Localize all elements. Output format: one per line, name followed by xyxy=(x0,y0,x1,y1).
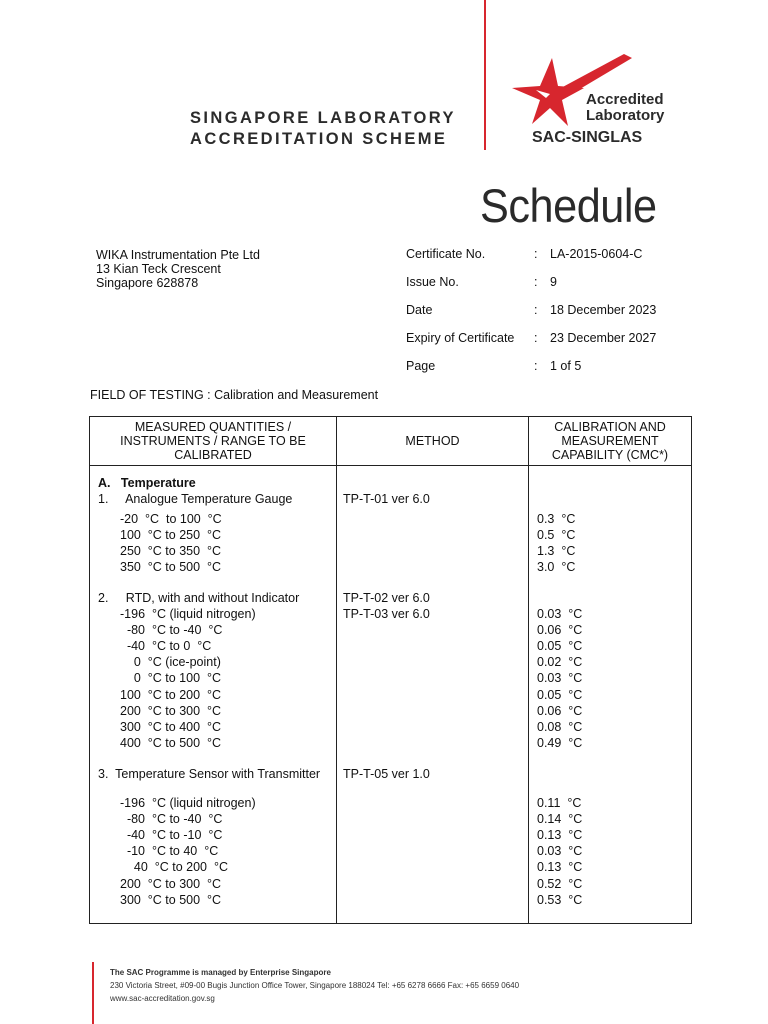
field-of-testing: FIELD OF TESTING : Calibration and Measurement xyxy=(90,388,379,402)
cmc-cell: 0.49 °C xyxy=(537,735,583,750)
cmc-cell: 0.03 °C xyxy=(537,844,583,859)
cmc-cell: 0.06 °C xyxy=(537,623,583,638)
footer-website: www.sac-accreditation.gov.sg xyxy=(110,994,215,1003)
company-name: WIKA Instrumentation Pte Ltd xyxy=(96,248,260,262)
certificate-label: Issue No. xyxy=(406,275,459,289)
range-cell: 350 °C to 500 °C xyxy=(120,560,222,575)
address-street: 13 Kian Teck Crescent xyxy=(96,262,221,276)
footer-divider xyxy=(92,962,94,1024)
cmc-cell: 0.05 °C xyxy=(537,687,583,702)
certificate-label: Page xyxy=(406,359,436,373)
cmc-cell: 0.14 °C xyxy=(537,812,583,827)
group-title: 1. Analogue Temperature Gauge xyxy=(98,492,293,506)
header-row-divider xyxy=(90,465,691,466)
footer-line1: The SAC Programme is managed by Enterprise Singapore xyxy=(110,968,331,977)
logo-line2: Laboratory xyxy=(586,107,665,124)
range-cell: 0 °C to 100 °C xyxy=(120,671,222,686)
range-cell: -10 °C to 40 °C xyxy=(120,844,219,859)
cmc-cell: 0.05 °C xyxy=(537,639,583,654)
scheme-title-line2: ACCREDITATION SCHEME xyxy=(190,130,448,148)
address-city: Singapore 628878 xyxy=(96,276,199,290)
certificate-colon: : xyxy=(534,247,538,261)
cmc-cell: 0.02 °C xyxy=(537,655,583,670)
range-cell: 0 °C (ice-point) xyxy=(120,655,221,670)
group-title: 3. Temperature Sensor with Transmitter xyxy=(98,767,321,781)
cmc-cell: 0.13 °C xyxy=(537,860,583,875)
range-cell: 400 °C to 500 °C xyxy=(120,735,222,750)
certificate-value: 9 xyxy=(550,275,557,289)
certificate-value: 1 of 5 xyxy=(550,359,582,373)
cmc-cell: 0.03 °C xyxy=(537,607,583,621)
range-cell: 200 °C to 300 °C xyxy=(120,876,222,891)
cmc-cell: 3.0 °C xyxy=(537,560,576,575)
certificate-value: LA-2015-0604-C xyxy=(550,247,643,261)
header-divider xyxy=(484,0,486,150)
certificate-colon: : xyxy=(534,359,538,373)
certificate-value: 23 December 2027 xyxy=(550,331,657,345)
method-value: TP-T-05 ver 1.0 xyxy=(343,767,430,781)
method-value: TP-T-01 ver 6.0 xyxy=(343,492,430,506)
footer-address: 230 Victoria Street, #09-00 Bugis Junction Office Tower, Singapore 188024 Tel: +65 6278 6666 Fax: +65 6659 0640 xyxy=(110,981,520,990)
schedule-table xyxy=(89,416,692,924)
cmc-cell: 0.52 °C xyxy=(537,876,583,891)
range-cell: -80 °C to -40 °C xyxy=(120,812,223,827)
method-value: TP-T-02 ver 6.0 xyxy=(343,591,430,605)
cmc-cell: 0.3 °C xyxy=(537,512,576,526)
cmc-cell: 0.03 °C xyxy=(537,671,583,686)
range-cell: -196 °C (liquid nitrogen) xyxy=(120,796,256,810)
certificate-colon: : xyxy=(534,303,538,317)
certificate-label: Certificate No. xyxy=(406,247,486,261)
method-value: TP-T-03 ver 6.0 xyxy=(343,607,430,622)
column-header-quantities: MEASURED QUANTITIES / INSTRUMENTS / RANGE TO BE CALIBRATED xyxy=(120,420,306,462)
range-cell: 300 °C to 500 °C xyxy=(120,892,222,907)
address-block xyxy=(96,248,260,290)
sac-singlas-logo xyxy=(506,50,686,150)
section-title: A. Temperature xyxy=(98,476,196,490)
certificate-colon: : xyxy=(534,331,538,345)
scheme-title-line1: SINGAPORE LABORATORY xyxy=(190,109,456,127)
cmc-cell: 0.53 °C xyxy=(537,892,583,907)
page-title: Schedule xyxy=(480,179,657,232)
range-cell: 100 °C to 250 °C xyxy=(120,528,222,543)
certificate-label: Expiry of Certificate xyxy=(406,331,515,345)
range-cell: 100 °C to 200 °C xyxy=(120,687,222,702)
range-cell: 250 °C to 350 °C xyxy=(120,544,222,559)
range-cell: 40 °C to 200 °C xyxy=(120,860,228,875)
logo-line1: Accredited xyxy=(586,91,664,108)
column-divider xyxy=(528,417,529,923)
certificate-value: 18 December 2023 xyxy=(550,303,657,317)
range-cell: -40 °C to 0 °C xyxy=(120,639,212,654)
group-title: 2. RTD, with and without Indicator xyxy=(98,591,300,605)
logo-line3: SAC-SINGLAS xyxy=(532,129,643,146)
cmc-cell: 0.11 °C xyxy=(537,796,582,810)
certificate-colon: : xyxy=(534,275,538,289)
range-cell: -196 °C (liquid nitrogen) xyxy=(120,607,256,621)
cmc-cell: 1.3 °C xyxy=(537,544,576,559)
cmc-cell: 0.08 °C xyxy=(537,719,583,734)
column-header-method: METHOD xyxy=(405,434,460,448)
range-cell: 300 °C to 400 °C xyxy=(120,719,222,734)
cmc-cell: 0.13 °C xyxy=(537,828,583,843)
range-cell: -40 °C to -10 °C xyxy=(120,828,223,843)
range-cell: 200 °C to 300 °C xyxy=(120,703,222,718)
footer xyxy=(110,966,519,1005)
range-cell: -20 °C to 100 °C xyxy=(120,512,222,526)
range-cell: -80 °C to -40 °C xyxy=(120,623,223,638)
column-header-cmc: CALIBRATION AND MEASUREMENT CAPABILITY (CMC*) xyxy=(551,420,669,462)
cmc-cell: 0.06 °C xyxy=(537,703,583,718)
scheme-title xyxy=(190,108,456,150)
cmc-cell: 0.5 °C xyxy=(537,528,576,543)
column-divider xyxy=(336,417,337,923)
certificate-label: Date xyxy=(406,303,433,317)
